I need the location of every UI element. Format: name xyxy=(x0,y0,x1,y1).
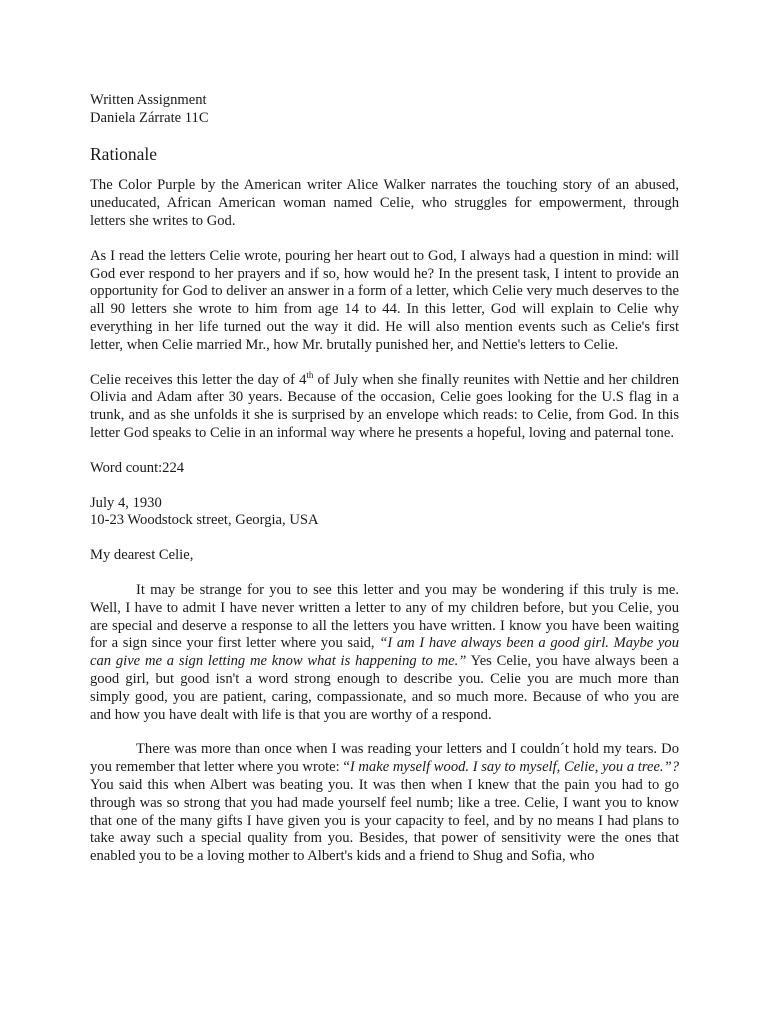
word-count: Word count:224 xyxy=(90,459,185,476)
letter-p1-quote: “I am I have always been a good girl. Maybe you can give me a sign letting me know what is happening to me.” xyxy=(90,635,679,670)
rationale-heading: Rationale xyxy=(90,143,158,164)
rationale-paragraph-1: The Color Purple by the American writer Alice Walker narrates the touching story of an abused, uneducated, African American woman named Celie, who struggles for empowerment, through letters she writes to God. xyxy=(90,177,679,229)
letter-address: 10-23 Woodstock street, Georgia, USA xyxy=(90,512,319,529)
rationale-p3-start: Celie receives this letter the day of 4 xyxy=(90,371,307,388)
rationale-paragraph-3 xyxy=(90,369,679,443)
letter-p2-start: There was more than once when I was reading your letters and I couldn´t hold my tears. Do you remember that letter where you wrote: “ xyxy=(90,741,679,776)
author-line: Daniela Zárrate 11C xyxy=(90,109,209,126)
ordinal-suffix: th xyxy=(306,369,314,380)
letter-paragraph-1 xyxy=(90,582,679,724)
letter-p1-end: Yes Celie, you have always been a good girl, but good isn't a word strong enough to describe you. Celie you are much more than simply good, you are patient, caring, compassionate, and so much more. Because of who you are and how you have dealt with life is that you are worthy of a respond. xyxy=(90,653,679,723)
letter-date: July 4, 1930 xyxy=(90,494,162,511)
letter-p2-end: You said this when Albert was beating you. It was then when I knew that the pain you had to go through was so strong that you had made yourself feel numb; like a tree. Celie, I want you to know that one of the many gifts I have given you is your capacity to feel, and by no means I had plans to take away such a special quality from you. Besides, that power of sensitivity were the ones that enabled you to be a loving mother to Albert's kids and a friend to Shug and Sofia, who xyxy=(90,776,679,865)
assignment-label: Written Assignment xyxy=(90,92,207,108)
rationale-p3-end: of July when she finally reunites with Nettie and her children Olivia and Adam after 30 years. Because of the occasion, Celie goes looking for the U.S flag in a trunk, and as she unfolds it she is surprised by an envelope which reads: to Celie, from God. In this letter God speaks to Celie in an informal way where he presents a hopeful, loving and paternal tone. xyxy=(90,371,679,441)
rationale-paragraph-2: As I read the letters Celie wrote, pouring her heart out to God, I always had a question in mind: will God ever respond to her prayers and if so, how would he? In the present task, I intent to provide an opportunity for God to deliver an answer in a form of a letter, which Celie very much deserves to the all 90 letters she wrote to him from age 14 to 44. In this letter, God will explain to Celie why everything in her life turned out the way it did. He will also mention events such as Celie's first letter, when Celie married Mr., how Mr. brutally punished her, and Nettie's letters to Celie. xyxy=(90,247,679,353)
letter-p2-quote: I make myself wood. I say to myself, Celie, you a tree.”? xyxy=(349,759,679,776)
letter-p1-start: It may be strange for you to see this letter and you may be wondering if this truly is me. Well, I have to admit I have never written a letter to any of my children before, but you Celie, you are special and deserve a response to all the letters you have written. I know you have been waiting for a sign since your first letter where you said, xyxy=(90,581,679,652)
document-page xyxy=(90,92,679,866)
letter-paragraph-2 xyxy=(90,741,679,866)
letter-salutation: My dearest Celie, xyxy=(90,547,194,564)
